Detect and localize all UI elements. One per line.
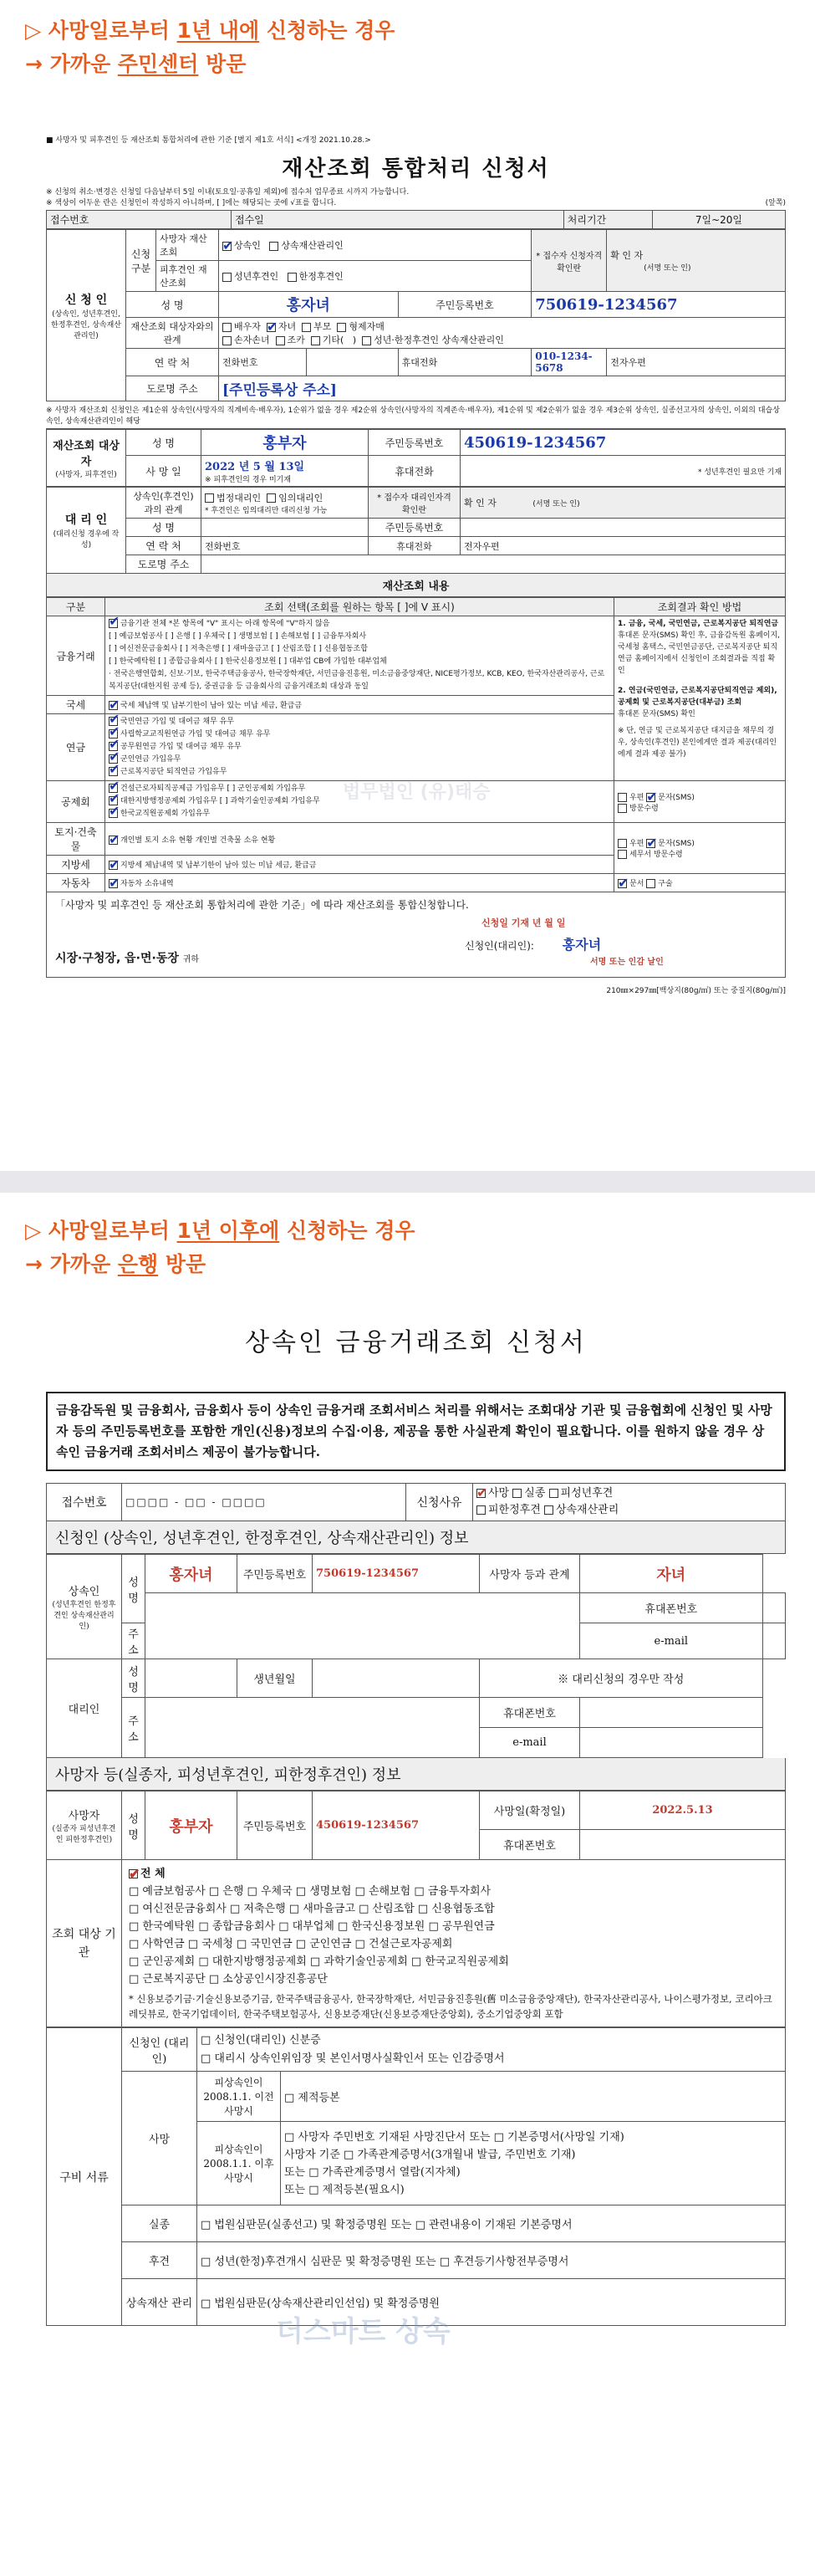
name-label: 성 명 [126,292,219,318]
contents-table [46,597,786,892]
relation-label: 재산조회 대상자와의 관계 [126,318,219,349]
form2-relation-label: 사망자 등과 관계 [480,1555,580,1593]
result-method: 1. 금융, 국세, 국민연금, 근로복지공단 퇴직연금 휴대폰 문자(SMS) 확인 후, 금융감독원 홈페이지, 국세청 홈택스, 국민연금공단, 근로복지공단 퇴직연금 홈페이지에서 신청인이 조회결과를 직접 확인 2. 연금(국민연금, 근로복지공단퇴직연금 제외), 공제회 및 근로복지공단(대부금) 조회 휴대폰 문자(SMS) 확인 ※ 단, 연금 및 근로복지공단 대지금을 채무의 경우, 상속인(후견인) 본인에게만 결과 제공(대리인에게 결과 제공 불가) [614,616,786,781]
row-car-cat: 자동차 [47,874,105,892]
applicant-type-label: 신청구분 [126,230,156,292]
form2-relation-value: 자녀 [580,1555,763,1593]
form2-agent-note: ※ 대리신청의 경우만 작성 [480,1659,763,1698]
target-mobile-label: 휴대전화 [369,456,461,487]
doc-row-death-after: 피상속인이 2008.1.1. 이후 사망시 [197,2122,281,2205]
agent-email: 전자우편 [461,537,786,555]
doc-row-death-before: 피상속인이 2008.1.1. 이전 사망시 [197,2072,281,2122]
sign-date: 신청일 기재 년 월 일 [481,917,566,928]
agent-name-label: 성 명 [126,519,201,537]
agent-confirmer: 확 인 자 (서명 또는 인) [461,488,786,519]
doc-row-applicant-items: □ 신청인(대리인) 신분증 □ 대리시 상속인위임장 및 본인서명사실확인서 또는 인감증명서 [197,2028,786,2072]
contact-label: 연 락 처 [126,349,219,376]
check-estate-admin[interactable] [269,242,278,251]
form2-deceased-cell: 사망자 (실종자 피성년후견인 피한정후견인) [47,1791,122,1860]
rrn-label: 주민등록번호 [398,292,532,318]
form2-email-label: e-mail [580,1623,763,1659]
col-result: 조회결과 확인 방법 [614,598,786,616]
row-finance-cat: 금융거래 [47,616,105,696]
form1-note1: ※ 신청의 취소·변경은 신청일 다음날부터 5일 이내(토요일·공휴일 제외)에 접수처 업무종료 시까지 가능합니다. [46,188,410,197]
death-date-label: 사 망 일 [126,456,201,487]
doc-row-death-before-items: □ 제적등본 [281,2072,786,2122]
death-date-cell: 2022 년 5 월 13일 ※ 피후견인의 경우 미기재 [201,456,369,487]
doc-row-missing-items: □ 법원심판문(실종선고) 및 확정증명원 또는 □ 관련내용이 기재된 기본증명서 [197,2205,786,2242]
form1-note3: ※ 사망자 재산조회 신청인은 제1순위 상속인(사망자의 직계비속·배우자), 1순위가 없을 경우 제2순위 상속인(사망자의 직계존속·배우자), 제1순위 및 제2순위가 없을 경우 제3순위 상속인, 실종선고자의 상속인, 이외의 대습상속인, 상속재산관리인이 해당 [46,401,786,429]
agent-mobile-label: 휴대전화 [369,537,461,555]
form2-rrn-label: 주민등록번호 [237,1555,313,1593]
form2-dec-name: 홍부자 [145,1791,237,1860]
type-ward: 피후견인 재산조회 [156,261,219,292]
applicant-label: 신 청 인 [64,293,108,307]
target-label: 재산조회 대상자 [53,440,120,468]
type-death-checks: ✔상속인 상속재산관리인 [219,230,532,261]
form1-title: 재산조회 통합처리 신청서 [282,156,550,181]
doc-row-missing: 실종 [122,2205,197,2242]
row-tax-cat: 국세 [47,696,105,714]
row-pension-cat: 연금 [47,714,105,781]
doc-row-guardian-items: □ 성년(한정)후견개시 심판문 및 확정증명원 또는 □ 후견등기사항전부증명서 [197,2242,786,2279]
doc-row-guardian: 후견 [122,2242,197,2279]
form2-dec-mobile-label: 휴대폰번호 [480,1830,580,1860]
agent-address-label: 도로명 주소 [126,555,201,574]
check-adult-guardian[interactable] [222,273,232,282]
form2-mobile-label: 휴대폰번호 [580,1593,763,1623]
form2-agent-label: 대리인 [47,1659,122,1758]
agent-confirm: * 접수자 대리인자격 확인란 [369,488,461,519]
form2-receipt-boxes: □□□□ - □□ - □□□□ [122,1484,406,1521]
row-land-cat: 토지·건축물 [47,823,105,856]
form1-note2-row: ※ 색상이 어두운 란은 신청인이 작성하지 아니하며, [ ]에는 해당되는 곳에 √표를 합니다. (앞쪽) [46,199,786,207]
result-opts-3: ✔ 문서 구술 [614,874,786,892]
contents-title: 재산조회 내용 [46,574,786,597]
relation-options: 배우자 ✔ 자녀 부모 형제자매 손자손녀 조카 기타( ) 성년·한정후견인 상속재산관리인 [219,318,786,349]
col-select: 조회 선택(조회를 원하는 항목 [ ]에 V 표시) [105,598,614,616]
phone-label: 전화번호 [219,349,307,376]
sign-block [46,892,786,978]
form2-agent-name-label: 성명 [122,1659,145,1698]
form1-rule-ref: ■ 사망자 및 피후견인 등 재산조회 통합처리에 관한 기준 [별지 제1호 서식] <개정 2021.10.28.> [46,136,371,145]
form2-deceased-section: 사망자 등(실종자, 피성년후견인, 피한정후견인) 정보 [46,1758,786,1791]
form2-docs-label: 구비 서류 [47,2028,122,2326]
result-opts-2: 우편 ✔ 문자(SMS) 세무서 방문수령 [614,823,786,874]
form2-agent-address-label: 주소 [122,1698,145,1758]
applicant-address: [주민등록상 주소] [219,376,786,401]
agent-relation-opts: 법정대리인 임의대리인 * 후견인은 임의대리만 대리신청 가능 [201,488,369,519]
form2-address-label: 주소 [122,1623,145,1659]
processing-label: 처리기간 [563,211,652,229]
form2-receipt-label: 접수번호 [47,1484,122,1521]
target-sub: (사망자, 피후견인) [55,471,117,479]
form2-apply-type-label: 신청사유 [406,1484,473,1521]
section2-heading: ▷ 사망일로부터 1년 이후에 신청하는 경우 → 가까운 은행 방문 [25,1219,415,1276]
row-mutual-cat: 공제회 [47,781,105,823]
form2-dec-rrn-label: 주민등록번호 [237,1791,313,1860]
form1-property-inquiry [46,134,786,995]
agent-relation-label: 상속인(후견인) 과의 관계 [126,488,201,519]
form2-heir-address [145,1593,580,1659]
type-ward-checks: 성년후견인 한정후견인 [219,261,532,292]
watermark-2: 더스마트 상속 [276,2315,451,2349]
address-label: 도로명 주소 [126,376,219,401]
doc-row-death-after-items: □ 사망자 주민번호 기재된 사망진단서 또는 □ 기본증명서(사망일 기재) 사망자 기준 □ 가족관계증명서(3개월내 발급, 주민번호 기재) 또는 □ 가족관계증명서 열람(지자체) 또는 □ 제적등본(필요시) [281,2122,786,2205]
target-name-label: 성 명 [126,430,201,456]
row-tax-items: ✔ 국세 체납액 및 납부기한이 남아 있는 미납 세금, 환급금 [105,696,614,714]
target-name: 홍부자 [201,430,369,456]
sign-note: 서명 또는 인감 날인 [590,958,664,967]
agent-sub: (대리신청 경우에 작성) [53,530,120,549]
section1-heading: ▷ 사망일로부터 1년 내에 신청하는 경우 → 가까운 주민센터 방문 [25,18,395,76]
form2-apply-opts: ✔사망 실종 피성년후견 피한정후견 상속재산관리 [473,1484,786,1521]
row-mutual-items: ✔건설근로자퇴직공제금 가입유무 [ ] 군인공제회 가입유무 ✔대한지방행정공제회 가입유무 [ ] 과학기술인공제회 가입유무 ✔한국교직원공제회 가입유무 [105,781,614,823]
form2-agent-email-label: e-mail [480,1728,580,1758]
agent-phone: 전화번호 [201,537,369,555]
watermark-1: 법무법인 (유)태승 [343,782,491,803]
doc-row-estate: 상속재산 관리 [122,2279,197,2326]
row-local-tax-items: ✔ 지방세 체납내역 및 납부기한이 남아 있는 미납 세금, 환급금 [105,856,614,874]
form2-notice: 금융감독원 및 금융회사, 금융회사 등이 상속인 금융거래 조회서비스 처리를 위해서는 조회대상 기관 및 금융협회에 신청인 및 사망자 등의 주민등록번호를 포함한 개인(신용)정보의 수집·이용, 제공을 통한 사실관계 확인이 필요합니다. 이를 원하지 않을 경우 상속인 금융거래 조회서비스 제공이 불가능합니다. [46,1392,786,1471]
applicant-sub: (상속인, 성년후견인, 한정후견인, 상속재산 관리인) [51,309,121,340]
target-note: * 성년후견인 필요만 기재 [461,456,786,487]
receipt-no-label: 접수번호 [47,211,232,229]
office-line: 시장·구청장, 읍·면·동장 귀하 [55,952,200,965]
processing-value: 7일~20일 [652,211,785,229]
row-car-items: ✔ 자동차 소유내역 [105,874,614,892]
form2-bank-inquiry [46,1321,786,2326]
form2-title: 상속인 금융거래조회 신청서 [245,1328,587,1357]
form1-statement: 「사망자 및 피후견인 등 재산조회 통합처리에 관한 기준」에 따라 재산조회를 통합신청합니다. [55,899,469,911]
check-limited-guardian[interactable] [288,273,297,282]
confirmer-cell: 확 인 자 (서명 또는 인) [607,230,786,292]
section-divider [0,1171,815,1193]
form2-inst-list: ✔전 체 □ 예금보험공사 □ 은행 □ 우체국 □ 생명보험 □ 손해보험 □ 금융투자회사 □ 여신전문금융회사 □ 저축은행 □ 새마을금고 □ 산림조합 □ 신용협동조합 □ 한국예탁원 □ 종합금융회사 □ 대부업체 □ 한국신용정보원 □ 공무원연금 □ 사학연금 □ 국세청 □ 국민연금 □ 군인연금 □ 건설근로자공제회 □ 군인공제회 □ 대한지방행정공제회 □ 과학기술인공제회 □ 한국교직원공제회 □ 근로복지공단 □ 소상공인시장진흥공단 * 신용보증기금·기술신용보증기금, 한국주택금융공사, 한국장학재단, 서민금융진흥원(舊 미소금융중앙재단), 한국자산관리공사, 나이스평가정보, 코리아크레딧뷰로, 한국기업데이터, 한국주택보험공사, 신용보증재단(신용보증재단중앙회), 중소기업중앙회 포함 [122,1860,786,2027]
applicant-mobile: 010-1234-5678 [532,349,607,376]
type-death: 사망자 재산조회 [156,230,219,261]
form2-death-value: 2022.5.13 [580,1791,786,1830]
paper-spec: 210㎜×297㎜[백상지(80g/㎡) 또는 중질지(80g/㎡)] [606,987,786,995]
row-pension-items: ✔국민연금 가입 및 대여금 채무 유무 ✔사립학교교직원연금 가입 및 대여금 채무 유무 ✔공무원연금 가입 및 대여금 채무 유무 ✔군인연금 가입유무 ✔근로복지공단 퇴직연금 가입유무 [105,714,614,781]
row-local-tax-cat: 지방세 [47,856,105,874]
applicant-rrn: 750619-1234567 [532,292,786,318]
form2-dec-rrn: 450619-1234567 [313,1791,480,1860]
doc-row-estate-items: □ 법원심판문(상속재산관리인선임) 및 확정증명원 [197,2279,786,2326]
applicant-name: 홍자녀 [219,292,399,318]
target-rrn: 450619-1234567 [461,430,786,456]
form2-death-label: 사망일(확정일) [480,1791,580,1830]
agent-rrn-label: 주민등록번호 [369,519,461,537]
form2-docs-table [46,2027,786,2326]
form2-dec-name-label: 성명 [122,1791,145,1860]
receipt-date-label: 접수일 [232,211,564,229]
doc-row-applicant: 신청인 (대리인) [122,2028,197,2072]
form2-agent-mobile-label: 휴대폰번호 [480,1698,580,1728]
row-finance-items: ✔금융기관 전체 *본 항목에 "V" 표시는 아래 항목에 "V"하지 않음 [ ] 예금보험공사 [ ] 은행 [ ] 우체국 [ ] 생명보험 [ ] 손해보험 [ ] 금융투자회사 [ ] 여신전문금융회사 [ ] 저축은행 [ ] 새마을금고 [ ] 산림조합 [ ] 신용협동조합 [ ] 한국예탁원 [ ] 종합금융회사 [ ] 한국신용정보원 [ ] 대부업 CB에 가입한 대부업체 · 전국은행연합회, 신보·기보, 한국주택금융공사, 한국장학재단, 서민금융진흥원, 미소금융중앙재단, NICE평가정보, KCB, KEO, 한국자산관리공사, 근로복지공단(대한지원 공제 등), 중권금융 등 금융회사의 금융거래조회 대상과 동일 [105,616,614,696]
col-type: 구분 [47,598,105,616]
receiver-confirm: * 접수자 신청자격 확인란 [532,230,607,292]
target-rrn-label: 주민등록번호 [369,430,461,456]
mobile-cell: 휴대전화 [398,349,532,376]
agent-contact-label: 연 락 처 [126,537,201,555]
form2-birth-label: 생년월일 [237,1659,313,1698]
doc-row-death: 사망 [122,2072,197,2205]
result-opts-1: 우편 ✔ 문자(SMS) 방문수령 [614,781,786,823]
check-heir[interactable] [222,242,232,251]
form2-heir-name: 홍자녀 [145,1555,237,1593]
form2-inquiry-label: 조회 대상 기관 [47,1860,122,2027]
sign-line: 신청인(대리인): 홍자녀 [465,937,602,953]
form2-heir-cell: 상속인 (성년후견인 한정후견인 상속재산관리인) [47,1555,122,1659]
agent-label: 대 리 인 [64,514,108,527]
form2-name-label: 성명 [122,1555,145,1623]
email-label: 전자우편 [607,349,786,376]
form2-applicant-section: 신청인 (상속인, 성년후견인, 한정후견인, 상속재산관리인) 정보 [46,1521,786,1554]
row-land-items: ✔개인별 토지 소유 현황 개인별 건축물 소유 현황 [105,823,614,856]
form2-heir-rrn: 750619-1234567 [313,1555,480,1593]
